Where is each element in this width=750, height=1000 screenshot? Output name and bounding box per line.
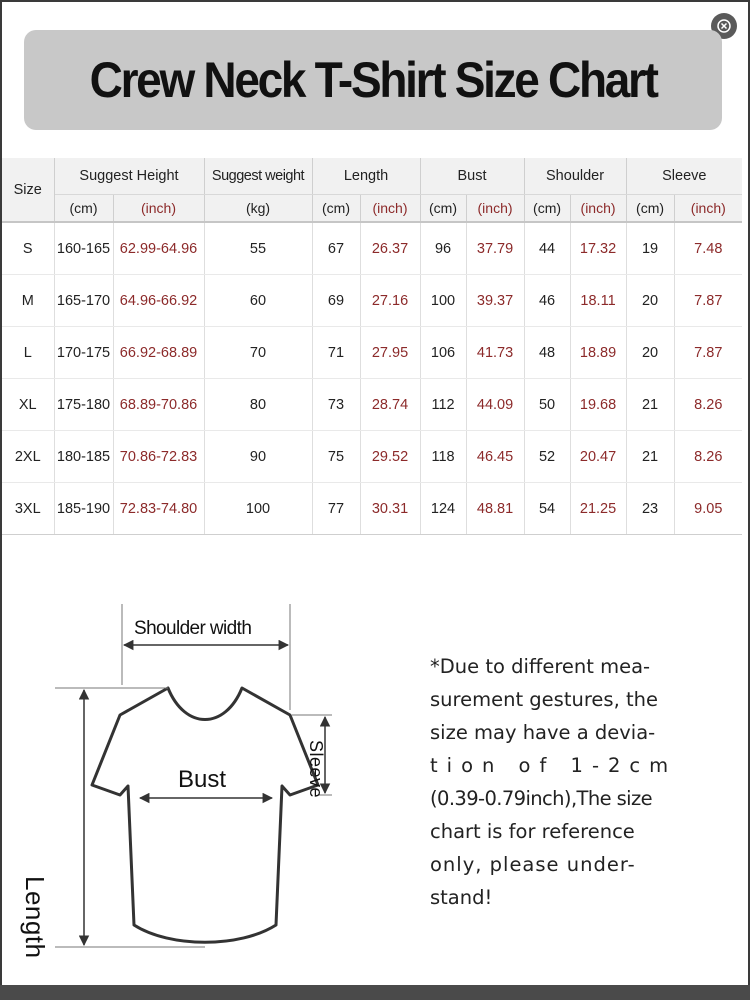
table-cell: 20.47 xyxy=(570,431,626,483)
table-cell: 68.89-70.86 xyxy=(113,379,204,431)
table-cell: 75 xyxy=(312,431,360,483)
unit-cell: (cm) xyxy=(524,195,570,223)
table-cell: 170-175 xyxy=(54,327,113,379)
table-row xyxy=(2,379,742,431)
header-length: Length xyxy=(312,158,420,195)
table-cell: 90 xyxy=(204,431,312,483)
table-cell: 19 xyxy=(626,222,674,275)
table-cell: 71 xyxy=(312,327,360,379)
table-cell: 26.37 xyxy=(360,222,420,275)
table-cell: 46 xyxy=(524,275,570,327)
bust-label: Bust xyxy=(178,766,227,793)
table-cell: 54 xyxy=(524,483,570,535)
table-cell: 44 xyxy=(524,222,570,275)
size-table xyxy=(2,158,742,535)
table-cell: 20 xyxy=(626,275,674,327)
table-cell: 64.96-66.92 xyxy=(113,275,204,327)
table-cell: 175-180 xyxy=(54,379,113,431)
bottom-bar xyxy=(0,985,750,1000)
table-cell: 73 xyxy=(312,379,360,431)
unit-cell: (inch) xyxy=(113,195,204,223)
header-bust: Bust xyxy=(420,158,524,195)
header-shoulder: Shoulder xyxy=(524,158,626,195)
table-row xyxy=(2,222,742,275)
table-row xyxy=(2,327,742,379)
table-cell: 17.32 xyxy=(570,222,626,275)
table-cell: 50 xyxy=(524,379,570,431)
table-cell: 100 xyxy=(204,483,312,535)
table-cell: 20 xyxy=(626,327,674,379)
table-cell: 70.86-72.83 xyxy=(113,431,204,483)
table-cell: 7.48 xyxy=(674,222,742,275)
table-cell: 41.73 xyxy=(466,327,524,379)
unit-cell: (kg) xyxy=(204,195,312,223)
unit-cell: (cm) xyxy=(312,195,360,223)
measurement-note xyxy=(430,650,720,914)
size-cell: M xyxy=(2,275,54,327)
table-cell: 21 xyxy=(626,379,674,431)
table-cell: 37.79 xyxy=(466,222,524,275)
note-line: only, please under- xyxy=(430,853,636,876)
table-cell: 62.99-64.96 xyxy=(113,222,204,275)
table-cell: 8.26 xyxy=(674,379,742,431)
shoulder-width-label: Shoulder width xyxy=(134,618,252,639)
frame-top xyxy=(0,0,750,2)
table-cell: 52 xyxy=(524,431,570,483)
unit-cell: (cm) xyxy=(54,195,113,223)
note-line: stand! xyxy=(430,886,493,909)
unit-cell: (cm) xyxy=(626,195,674,223)
page-title: Crew Neck T-Shirt Size Chart xyxy=(89,52,657,108)
table-row xyxy=(2,483,742,535)
header-weight: Suggest weight xyxy=(204,158,312,195)
size-cell: 2XL xyxy=(2,431,54,483)
table-cell: 96 xyxy=(420,222,466,275)
table-cell: 55 xyxy=(204,222,312,275)
table-cell: 100 xyxy=(420,275,466,327)
table-row xyxy=(2,275,742,327)
table-cell: 44.09 xyxy=(466,379,524,431)
length-label: Length xyxy=(20,876,50,959)
table-cell: 21 xyxy=(626,431,674,483)
header-height: Suggest Height xyxy=(54,158,204,195)
table-cell: 46.45 xyxy=(466,431,524,483)
table-cell: 21.25 xyxy=(570,483,626,535)
table-cell: 39.37 xyxy=(466,275,524,327)
table-cell: 27.95 xyxy=(360,327,420,379)
table-cell: 48 xyxy=(524,327,570,379)
unit-cell: (inch) xyxy=(674,195,742,223)
table-cell: 180-185 xyxy=(54,431,113,483)
table-cell: 9.05 xyxy=(674,483,742,535)
unit-cell: (inch) xyxy=(360,195,420,223)
table-cell: 112 xyxy=(420,379,466,431)
table-cell: 118 xyxy=(420,431,466,483)
size-cell: 3XL xyxy=(2,483,54,535)
table-cell: 60 xyxy=(204,275,312,327)
table-cell: 8.26 xyxy=(674,431,742,483)
table-cell: 80 xyxy=(204,379,312,431)
table-header-groups xyxy=(2,158,742,195)
unit-cell: (inch) xyxy=(570,195,626,223)
close-icon xyxy=(716,18,732,34)
table-cell: 27.16 xyxy=(360,275,420,327)
table-cell: 72.83-74.80 xyxy=(113,483,204,535)
note-line: tion of 1-2cm xyxy=(430,754,678,777)
table-cell: 18.11 xyxy=(570,275,626,327)
table-cell: 28.74 xyxy=(360,379,420,431)
note-line: chart is for reference xyxy=(430,820,635,843)
title-banner xyxy=(24,30,722,130)
table-cell: 165-170 xyxy=(54,275,113,327)
table-cell: 70 xyxy=(204,327,312,379)
table-cell: 23 xyxy=(626,483,674,535)
size-cell: L xyxy=(2,327,54,379)
tshirt-diagram xyxy=(0,590,420,970)
note-line: *Due to different mea- xyxy=(430,655,651,678)
table-cell: 160-165 xyxy=(54,222,113,275)
size-cell: XL xyxy=(2,379,54,431)
table-cell: 48.81 xyxy=(466,483,524,535)
note-line: (0.39-0.79inch),The size xyxy=(430,787,653,810)
table-cell: 106 xyxy=(420,327,466,379)
size-cell: S xyxy=(2,222,54,275)
table-cell: 185-190 xyxy=(54,483,113,535)
note-line: size may have a devia- xyxy=(430,721,656,744)
table-header-units xyxy=(2,195,742,223)
size-header: Size xyxy=(2,158,54,222)
note-line: surement gestures, the xyxy=(430,688,658,711)
header-sleeve: Sleeve xyxy=(626,158,742,195)
table-row xyxy=(2,431,742,483)
table-cell: 19.68 xyxy=(570,379,626,431)
table-cell: 29.52 xyxy=(360,431,420,483)
table-cell: 66.92-68.89 xyxy=(113,327,204,379)
sleeve-label: Sleeve xyxy=(306,740,326,799)
table-cell: 77 xyxy=(312,483,360,535)
table-cell: 30.31 xyxy=(360,483,420,535)
table-cell: 18.89 xyxy=(570,327,626,379)
table-cell: 67 xyxy=(312,222,360,275)
table-cell: 69 xyxy=(312,275,360,327)
unit-cell: (inch) xyxy=(466,195,524,223)
table-cell: 7.87 xyxy=(674,327,742,379)
table-cell: 124 xyxy=(420,483,466,535)
table-cell: 7.87 xyxy=(674,275,742,327)
unit-cell: (cm) xyxy=(420,195,466,223)
